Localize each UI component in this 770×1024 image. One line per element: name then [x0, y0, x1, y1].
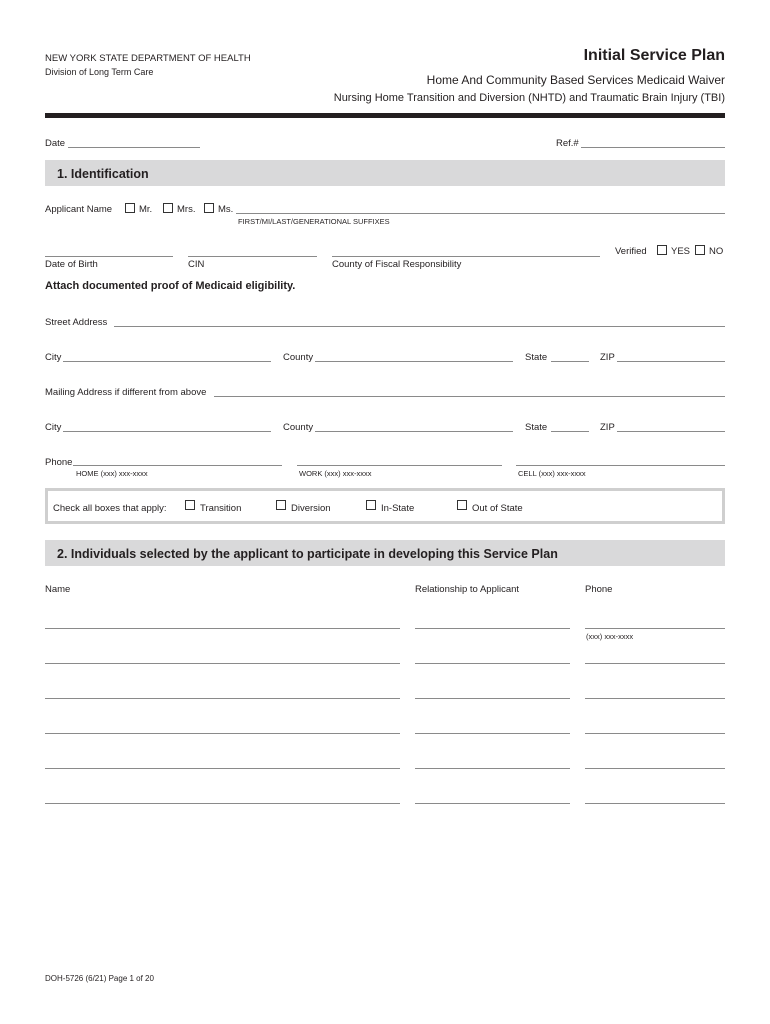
diversion-label: Diversion: [291, 503, 331, 514]
participant-name-field[interactable]: [45, 698, 400, 699]
participant-phone-field[interactable]: [585, 768, 725, 769]
participant-phone-hint: (xxx) xxx-xxxx: [586, 632, 634, 641]
phone-label: Phone: [45, 457, 73, 468]
in-state-label: In-State: [381, 503, 415, 514]
participant-relationship-field[interactable]: [415, 768, 570, 769]
work-phone-field[interactable]: [297, 465, 502, 466]
applicant-name-label: Applicant Name: [45, 204, 113, 215]
dob-label: Date of Birth: [45, 259, 98, 270]
date-label: Date: [45, 138, 66, 149]
ref-label: Ref.#: [556, 138, 579, 149]
section-2-header: [45, 540, 725, 566]
participant-phone-field[interactable]: [585, 628, 725, 629]
section-2-title: 2. Individuals selected by the applicant to participate in developing this Service Plan: [57, 547, 558, 561]
verified-no-checkbox[interactable]: [695, 245, 705, 255]
home-phone-field[interactable]: [73, 465, 282, 466]
name-column-header: Name: [45, 584, 71, 595]
form-footer: DOH-5726 (6/21) Page 1 of 20: [45, 974, 154, 983]
work-phone-hint: WORK (xxx) xxx-xxxx: [299, 469, 372, 478]
participant-name-field[interactable]: [45, 803, 400, 804]
state-field[interactable]: [551, 361, 589, 362]
participant-phone-field[interactable]: [585, 733, 725, 734]
transition-checkbox[interactable]: [185, 500, 195, 510]
subtitle-waiver: Home And Community Based Services Medicaid Waiver: [426, 73, 725, 87]
mailing-address-label: Mailing Address if different from above: [45, 387, 207, 398]
medicaid-note: Attach documented proof of Medicaid eligibility.: [45, 280, 296, 292]
mailing-zip-field[interactable]: [617, 431, 725, 432]
diversion-checkbox[interactable]: [276, 500, 286, 510]
participant-relationship-field[interactable]: [415, 733, 570, 734]
participant-name-field[interactable]: [45, 768, 400, 769]
mrs-checkbox[interactable]: [163, 203, 173, 213]
cell-phone-field[interactable]: [516, 465, 725, 466]
street-address-label: Street Address: [45, 317, 108, 328]
participant-relationship-field[interactable]: [415, 663, 570, 664]
county-fiscal-field[interactable]: [332, 256, 600, 257]
out-of-state-label: Out of State: [472, 503, 523, 514]
county-field[interactable]: [315, 361, 513, 362]
mailing-county-field[interactable]: [315, 431, 513, 432]
transition-label: Transition: [200, 503, 242, 514]
verified-no-label: NO: [709, 246, 724, 257]
participant-phone-field[interactable]: [585, 803, 725, 804]
home-phone-hint: HOME (xxx) xxx-xxxx: [76, 469, 148, 478]
mailing-zip-label: ZIP: [600, 422, 615, 433]
state-label: State: [525, 352, 548, 363]
section-1-title: 1. Identification: [57, 167, 149, 181]
ref-field[interactable]: [581, 147, 725, 148]
in-state-checkbox[interactable]: [366, 500, 376, 510]
mrs-label: Mrs.: [177, 204, 196, 215]
mailing-state-label: State: [525, 422, 548, 433]
out-of-state-checkbox[interactable]: [457, 500, 467, 510]
relationship-column-header: Relationship to Applicant: [415, 584, 520, 595]
zip-label: ZIP: [600, 352, 615, 363]
participant-phone-field[interactable]: [585, 698, 725, 699]
city-field[interactable]: [63, 361, 271, 362]
street-address-field[interactable]: [114, 326, 725, 327]
agency-name: NEW YORK STATE DEPARTMENT OF HEALTH: [45, 53, 251, 64]
participant-name-field[interactable]: [45, 663, 400, 664]
participant-relationship-field[interactable]: [415, 628, 570, 629]
name-format-hint: FIRST/MI/LAST/GENERATIONAL SUFFIXES: [238, 217, 390, 226]
verified-yes-label: YES: [671, 246, 691, 257]
mr-label: Mr.: [139, 204, 153, 215]
zip-field[interactable]: [617, 361, 725, 362]
page-title: Initial Service Plan: [583, 47, 725, 64]
check-all-label: Check all boxes that apply:: [53, 503, 167, 514]
participant-phone-field[interactable]: [585, 663, 725, 664]
phone-column-header: Phone: [585, 584, 613, 595]
cin-field[interactable]: [188, 256, 317, 257]
mailing-state-field[interactable]: [551, 431, 589, 432]
participant-name-field[interactable]: [45, 628, 400, 629]
verified-yes-checkbox[interactable]: [657, 245, 667, 255]
ms-label: Ms.: [218, 204, 234, 215]
section-1-header: [45, 160, 725, 186]
mailing-address-field[interactable]: [214, 396, 725, 397]
verified-label: Verified: [615, 246, 647, 257]
applicant-name-field[interactable]: [236, 213, 725, 214]
county-label: County: [283, 352, 314, 363]
division-name: Division of Long Term Care: [45, 67, 154, 77]
dob-field[interactable]: [45, 256, 173, 257]
subtitle-programs: Nursing Home Transition and Diversion (NHTD) and Traumatic Brain Injury (TBI): [333, 92, 725, 104]
ms-checkbox[interactable]: [204, 203, 214, 213]
date-field[interactable]: [68, 147, 200, 148]
city-label: City: [45, 352, 62, 363]
participant-relationship-field[interactable]: [415, 698, 570, 699]
mailing-city-field[interactable]: [63, 431, 271, 432]
cell-phone-hint: CELL (xxx) xxx-xxxx: [518, 469, 586, 478]
mailing-county-label: County: [283, 422, 314, 433]
header-rule: [45, 113, 725, 118]
participant-relationship-field[interactable]: [415, 803, 570, 804]
county-fiscal-label: County of Fiscal Responsibility: [332, 259, 462, 270]
mailing-city-label: City: [45, 422, 62, 433]
participant-name-field[interactable]: [45, 733, 400, 734]
cin-label: CIN: [188, 259, 205, 270]
mr-checkbox[interactable]: [125, 203, 135, 213]
